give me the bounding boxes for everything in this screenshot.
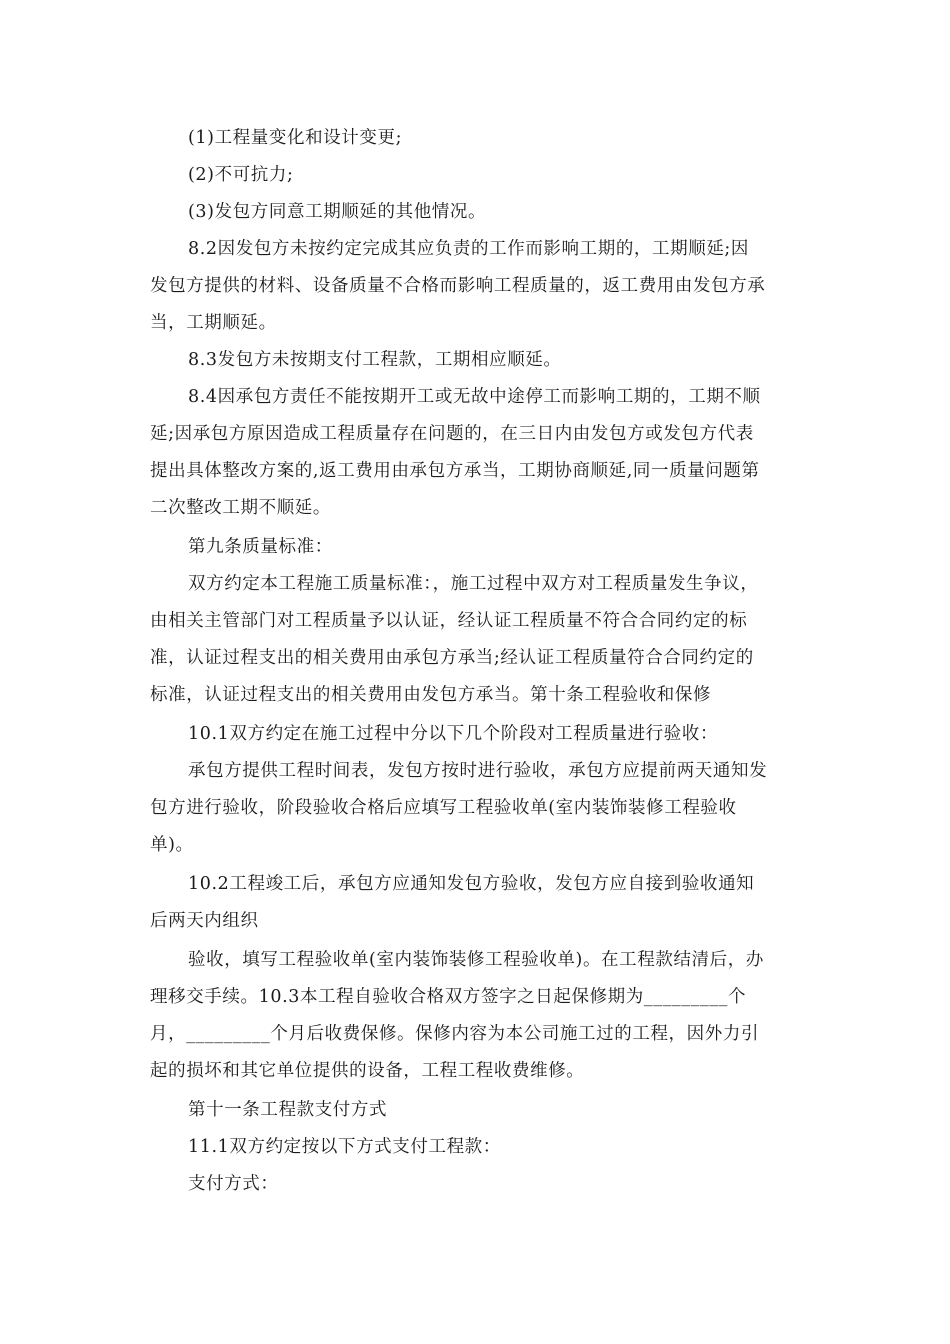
text-line: 准，认证过程支出的相关费用由承包方承当;经认证工程质量符合合同约定的	[150, 648, 754, 668]
text-line: 10.1双方约定在施工过程中分以下几个阶段对工程质量进行验收：	[188, 724, 719, 744]
text-line: 理移交手续。10.3本工程自验收合格双方签字之日起保修期为_________个	[150, 987, 747, 1007]
section-heading: 第十一条工程款支付方式	[188, 1100, 388, 1120]
text-line: (3)发包方同意工期顺延的其他情况。	[188, 202, 487, 222]
text-line: 当，工期顺延。	[150, 313, 277, 333]
text-line: 包方进行验收，阶段验收合格后应填写工程验收单(室内装饰装修工程验收	[150, 798, 737, 818]
text-line: 起的损坏和其它单位提供的设备，工程工程收费维修。	[150, 1061, 585, 1081]
text-line: 由相关主管部门对工程质量予以认证，经认证工程质量不符合合同约定的标	[150, 611, 748, 631]
text-line: 承包方提供工程时间表，发包方按时进行验收，承包方应提前两天通知发	[188, 761, 768, 781]
text-line: 单)。	[150, 835, 194, 855]
text-line: 延;因承包方原因造成工程质量存在问题的，在三日内由发包方或发包方代表	[150, 424, 754, 444]
text-line: 发包方提供的材料、设备质量不合格而影响工程质量的，返工费用由发包方承	[150, 276, 766, 296]
text-line: 11.1双方约定按以下方式支付工程款：	[188, 1137, 501, 1157]
text-line: 支付方式：	[188, 1174, 279, 1194]
section-heading: 第九条质量标准：	[188, 537, 333, 557]
text-line: 验收，填写工程验收单(室内装饰装修工程验收单)。在工程款结清后，办	[188, 950, 764, 970]
text-line: (1)工程量变化和设计变更;	[188, 128, 403, 148]
text-line: 二次整改工期不顺延。	[150, 498, 331, 518]
text-line: (2)不可抗力;	[188, 165, 294, 185]
text-line: 提出具体整改方案的,返工费用由承包方承当，工期协商顺延,同一质量问题第	[150, 461, 760, 481]
text-line: 8.4因承包方责任不能按期开工或无故中途停工而影响工期的，工期不顺	[188, 387, 761, 407]
text-line: 8.3发包方未按期支付工程款，工期相应顺延。	[188, 350, 562, 370]
text-line: 标准，认证过程支出的相关费用由发包方承当。第十条工程验收和保修	[150, 685, 712, 705]
text-line: 双方约定本工程施工质量标准：，施工过程中双方对工程质量发生争议，	[188, 574, 759, 594]
text-line: 10.2工程竣工后，承包方应通知发包方验收，发包方应自接到验收通知	[188, 874, 755, 894]
text-line: 8.2因发包方未按约定完成其应负责的工作而影响工期的，工期顺延;因	[188, 239, 750, 259]
text-line: 后两天内组织	[150, 911, 259, 931]
text-line: 月，_________个月后收费保修。保修内容为本公司施工过的工程，因外力引	[150, 1024, 760, 1044]
